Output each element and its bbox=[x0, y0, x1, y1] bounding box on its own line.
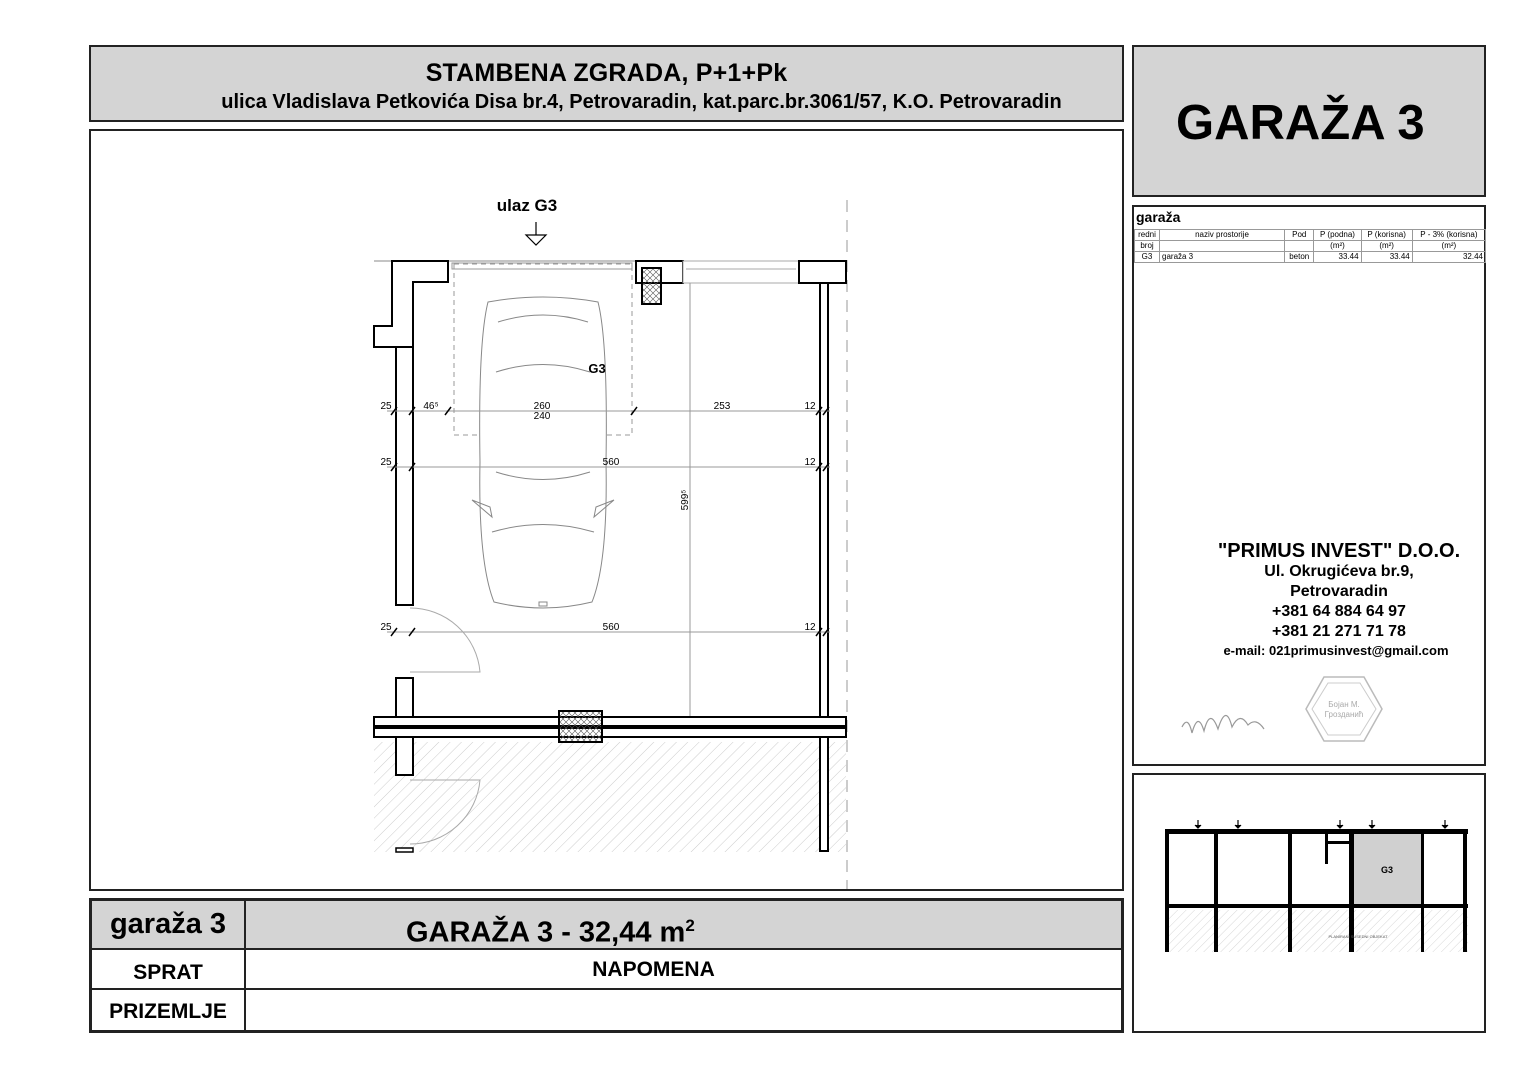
svg-text:12: 12 bbox=[804, 457, 816, 468]
svg-text:560: 560 bbox=[602, 457, 620, 468]
footer-unit: garaža 3 bbox=[91, 900, 245, 949]
car-icon bbox=[472, 297, 614, 608]
svg-text:Бојан М.: Бојан М. bbox=[1328, 700, 1360, 709]
footer-note-value bbox=[245, 989, 1122, 1031]
room-table: redni naziv prostorije Pod P (podna) P (korisna) P - 3% (korisna) broj (m²) (m²) (m²) G3 garaža 3 beton 33.44 33.44 32.44 bbox=[1134, 229, 1486, 263]
dim-vertical: 599⁵ bbox=[680, 489, 691, 511]
info-panel bbox=[1132, 205, 1486, 766]
entrance-label: ulaz G3 bbox=[496, 196, 558, 215]
table-row: G3 garaža 3 beton 33.44 33.44 32.44 bbox=[1135, 252, 1486, 263]
company-name: "PRIMUS INVEST" D.O.O. bbox=[1217, 540, 1461, 562]
key-plan-g3-label: G3 bbox=[1380, 865, 1394, 875]
company-phone-2: +381 21 271 71 78 bbox=[1272, 623, 1406, 640]
company-phone-1: +381 64 884 64 97 bbox=[1272, 603, 1406, 620]
project-title: STAMBENA ZGRADA, P+1+Pk bbox=[425, 59, 788, 87]
svg-text:12: 12 bbox=[804, 401, 816, 412]
svg-text:240: 240 bbox=[533, 411, 551, 422]
key-plan bbox=[1132, 773, 1486, 1033]
room-table-title: garaža bbox=[1136, 209, 1181, 225]
company-city: Petrovaradin bbox=[1290, 583, 1388, 600]
floor-plan bbox=[89, 129, 1124, 891]
svg-text:PLANIRANI SUSEDNI OBJEKAT: PLANIRANI SUSEDNI OBJEKAT bbox=[1328, 934, 1388, 939]
footer-table bbox=[89, 898, 1124, 1033]
signature-stamp bbox=[1174, 667, 1474, 762]
footer-note-label: NAPOMENA bbox=[245, 949, 1122, 989]
svg-text:25: 25 bbox=[380, 622, 392, 633]
company-email: e-mail: 021primusinvest@gmail.com bbox=[1223, 643, 1449, 658]
svg-text:25: 25 bbox=[380, 401, 392, 412]
key-plan-drawing bbox=[1134, 775, 1484, 1031]
room-label: G3 bbox=[588, 361, 606, 376]
signature-icon bbox=[1182, 715, 1264, 733]
svg-text:560: 560 bbox=[602, 622, 620, 633]
unit-title-box bbox=[1132, 45, 1486, 197]
unit-title: GARAŽA 3 bbox=[1176, 96, 1425, 150]
stamp-icon bbox=[1306, 677, 1382, 741]
svg-text:260: 260 bbox=[533, 401, 551, 412]
footer-summary: GARAŽA 3 - 32,44 $m^2$ bbox=[245, 900, 1122, 949]
svg-text:25: 25 bbox=[380, 457, 392, 468]
svg-text:12: 12 bbox=[804, 622, 816, 633]
project-header bbox=[89, 45, 1124, 122]
company-street: Ul. Okrugićeva br.9, bbox=[1264, 563, 1414, 580]
footer-floor-value: PRIZEMLJE bbox=[91, 989, 245, 1031]
project-address: ulica Vladislava Petkovića Disa br.4, Petrovaradin, kat.parc.br.3061/57, K.O. Petrovaradin bbox=[221, 91, 1062, 113]
company-block bbox=[1134, 540, 1488, 660]
svg-text:253: 253 bbox=[713, 401, 731, 412]
floor-plan-drawing bbox=[91, 131, 1122, 889]
svg-text:46⁵: 46⁵ bbox=[423, 401, 439, 412]
svg-text:Грозданић: Грозданић bbox=[1324, 710, 1364, 719]
footer-floor-label: SPRAT bbox=[91, 949, 245, 989]
